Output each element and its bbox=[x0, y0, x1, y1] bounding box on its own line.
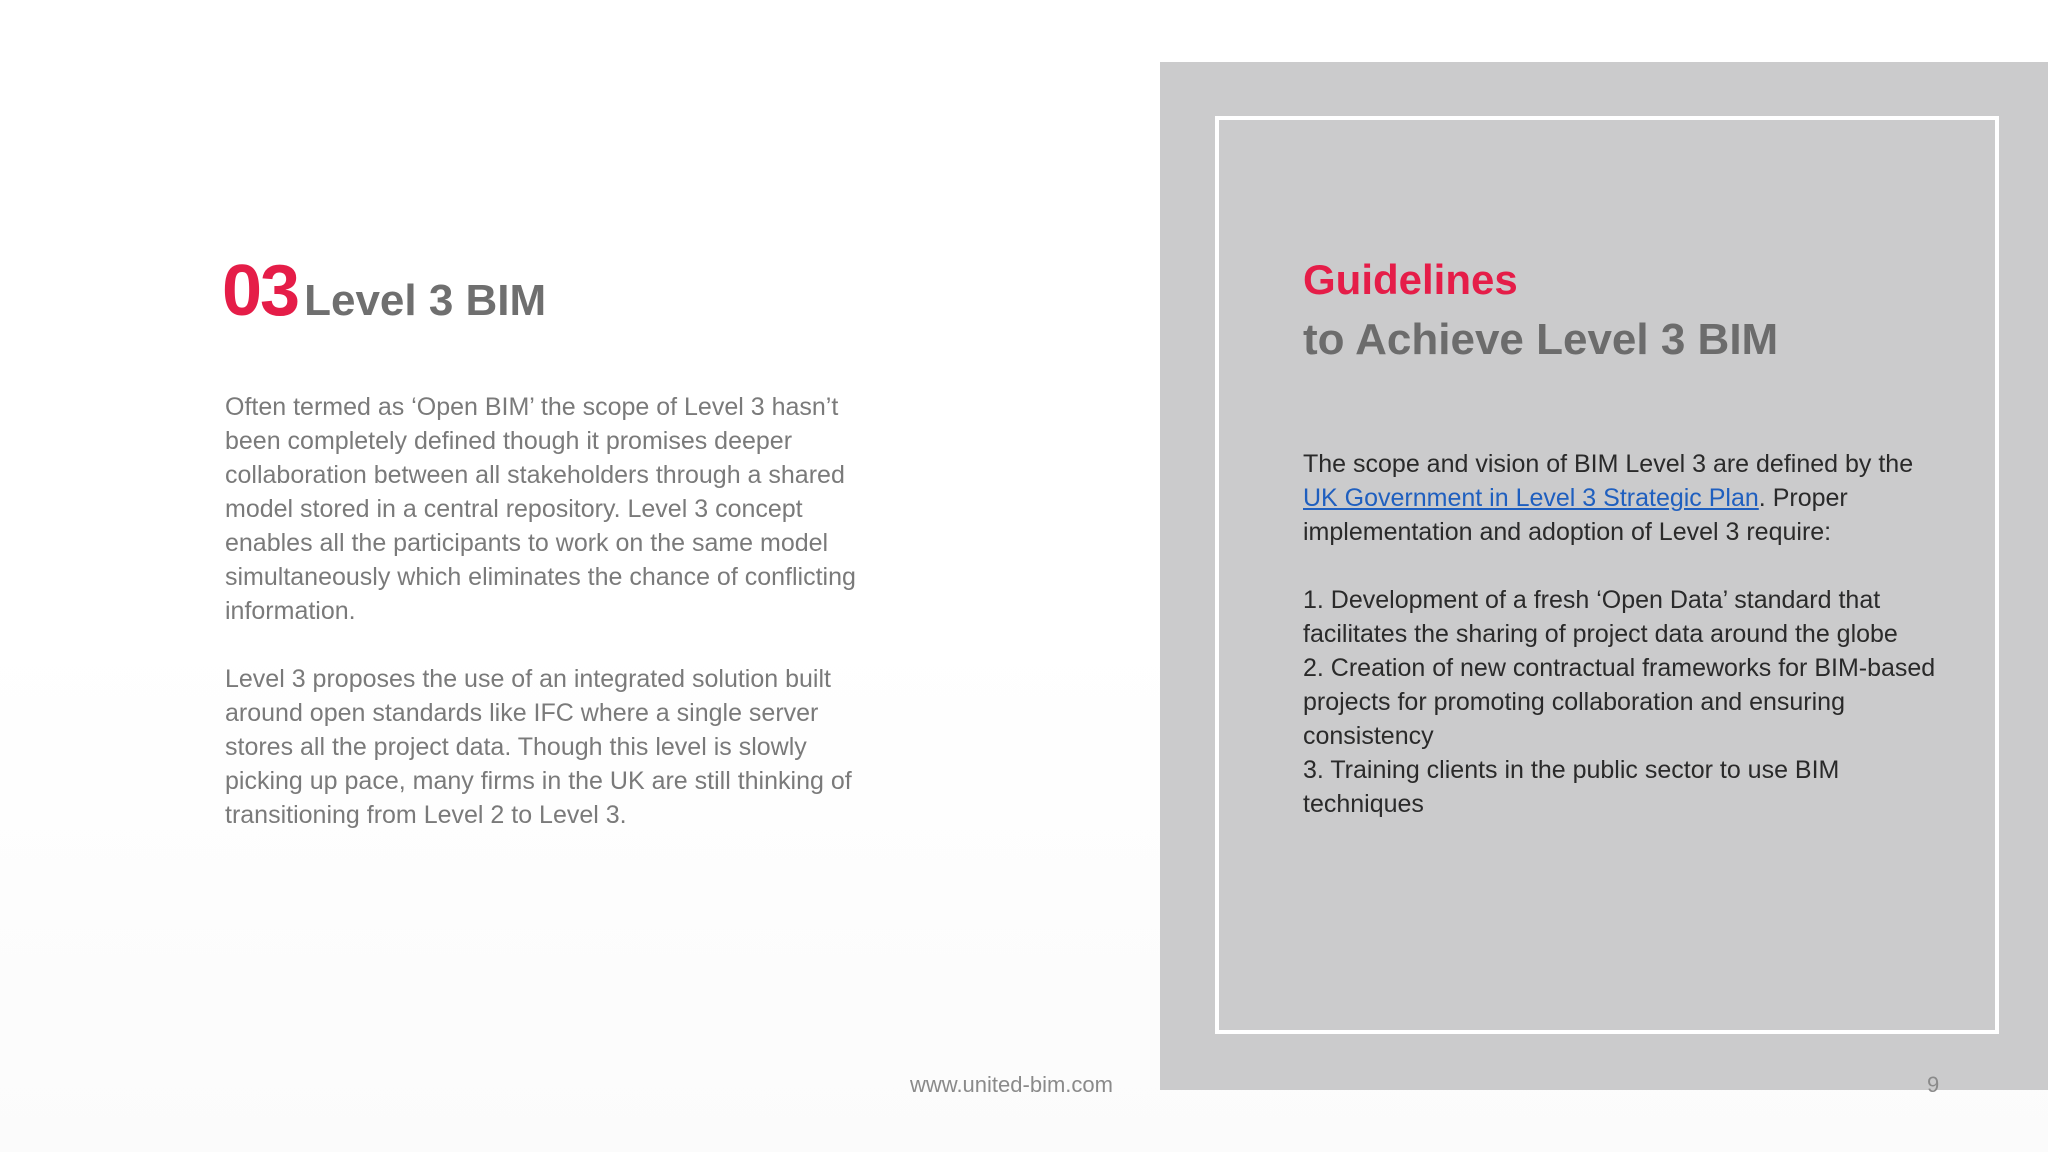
section-number: 03 bbox=[222, 251, 299, 331]
guideline-item: 2. Creation of new contractual frameworks for BIM-based projects for promoting collaboration and ensuring consistency bbox=[1303, 654, 1936, 750]
left-paragraph-2: Level 3 proposes the use of an integrated solution built around open standards like IFC where a single server stores all the project data. Though this level is slowly picking up pace, many firms in the UK are still thinking of transitioning from Level 2 to Level 3. bbox=[225, 665, 852, 829]
guidelines-heading bbox=[1303, 250, 1778, 370]
intro-suffix: . Proper implementation and adoption of Level 3 require: bbox=[1303, 484, 1848, 546]
guidelines-intro bbox=[1303, 447, 1943, 549]
left-body-text bbox=[225, 390, 865, 866]
section-heading bbox=[222, 250, 546, 332]
left-paragraph-1: Often termed as ‘Open BIM’ the scope of Level 3 hasn’t been completely defined though it promises deeper collaboration between all stakeholders through a shared model stored in a central repository. Level 3 concept enables all the participants to work on the same model simultaneously which eliminates the chance of conflicting information. bbox=[225, 393, 856, 625]
intro-prefix: The scope and vision of BIM Level 3 are defined by the bbox=[1303, 450, 1914, 478]
guidelines-heading-accent: Guidelines bbox=[1303, 256, 1518, 303]
section-title: Level 3 BIM bbox=[304, 276, 547, 325]
strategic-plan-link[interactable]: UK Government in Level 3 Strategic Plan bbox=[1303, 484, 1759, 512]
guideline-item: 1. Development of a fresh ‘Open Data’ standard that facilitates the sharing of project data around the globe bbox=[1303, 586, 1898, 648]
spacer bbox=[1303, 549, 1943, 583]
guideline-item: 3. Training clients in the public sector to use BIM techniques bbox=[1303, 756, 1840, 818]
guidelines-body bbox=[1303, 447, 1943, 821]
footer-url: www.united-bim.com bbox=[910, 1072, 1113, 1097]
page-number: 9 bbox=[1927, 1072, 1940, 1097]
guidelines-heading-sub: to Achieve Level 3 BIM bbox=[1303, 315, 1779, 364]
